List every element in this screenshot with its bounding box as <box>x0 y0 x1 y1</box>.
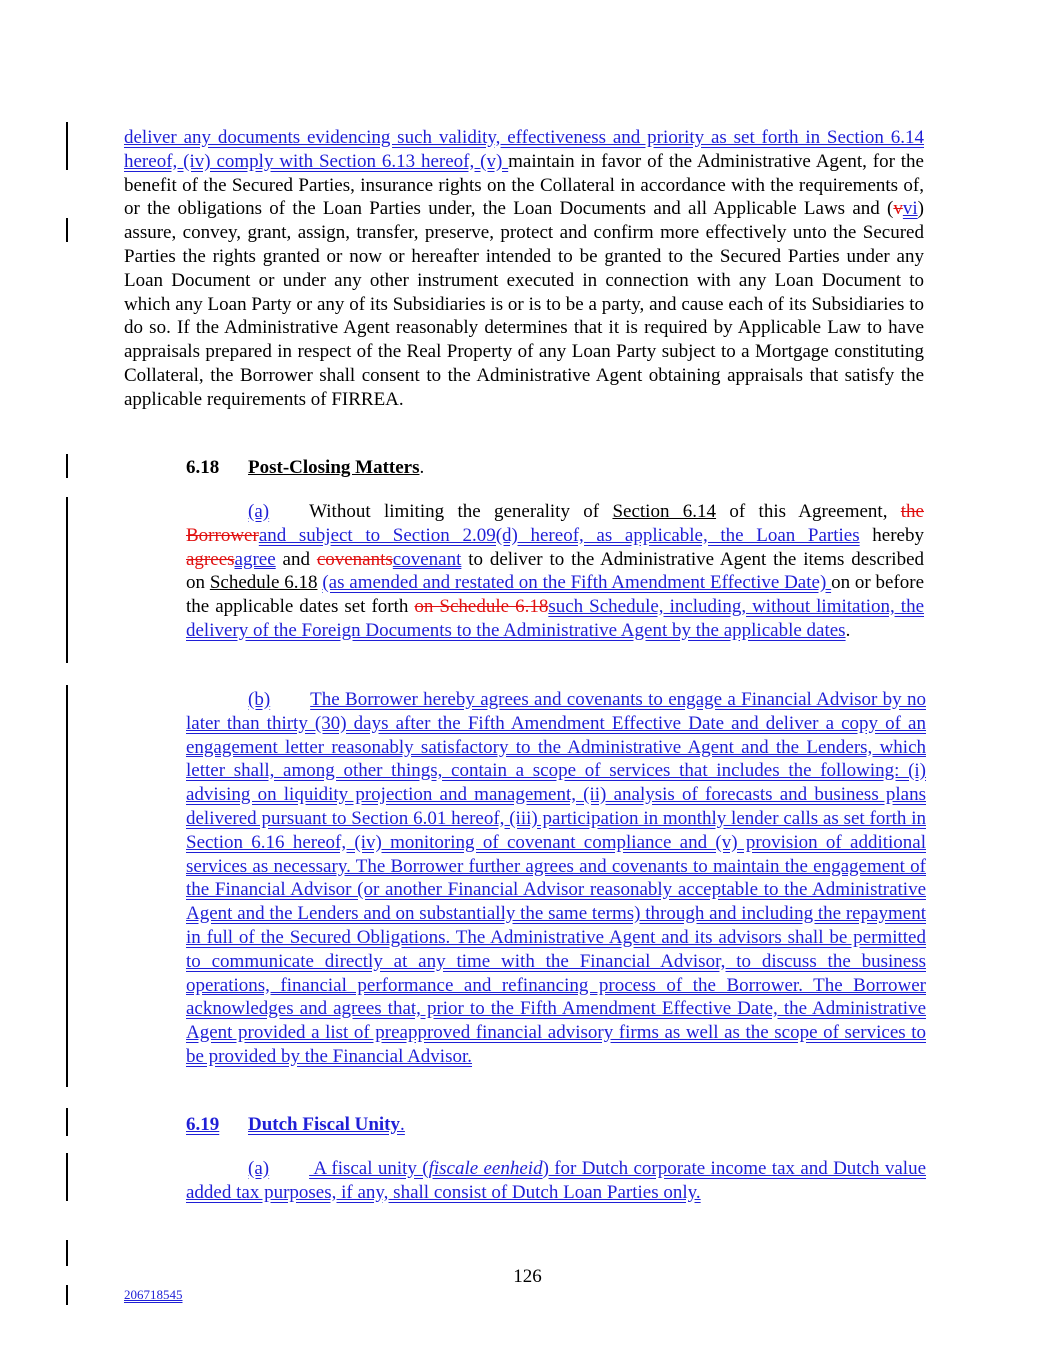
body-text: maintain in favor of the Administrative Agent, for the benefit of the Secured Parties, insurance rights on the Collateral in accordance with the requirements of, or the obligations of the Loan Parties under, the Loan Documents and all Applicable Laws and ( <box>124 150 924 220</box>
section-heading-6-19 <box>186 1113 405 1137</box>
body-text: and <box>275 548 317 570</box>
section-reference: Section 6.14 <box>612 501 717 522</box>
intro-paragraph <box>124 126 924 412</box>
body-text: on or before the applicable dates set forth <box>186 572 925 618</box>
paragraph-6-19-a <box>186 1157 926 1205</box>
change-bar <box>66 1240 68 1266</box>
change-bar <box>66 1153 68 1201</box>
inserted-text: ) for Dutch corporate income tax and Dutch value added tax purposes, if any, shall consist of Dutch Loan Parties only. <box>186 1158 926 1203</box>
change-bar <box>66 497 68 663</box>
section-number: 6.19 <box>186 1114 220 1135</box>
change-bar <box>66 1108 68 1136</box>
section-heading-6-18 <box>186 456 424 480</box>
body-text: . <box>845 619 851 641</box>
inserted-text: vi <box>902 198 918 220</box>
change-bar <box>66 218 68 242</box>
inserted-text: covenant <box>392 548 462 570</box>
inserted-text: The Borrower hereby agrees and covenants to engage a Financial Advisor by no later than thirty (30) days after the Fifth Amendment Effective Date and deliver a copy of an engagement letter reasonably satisfactory to the Administrative Agent and the Lenders, which letter shall, among other things, contain a scope of services that includes the following: (i) advising on liquidity projection and management, (ii) analysis of forecasts and business plans delivered pursuant to Section 6.01 hereof, (iii) participation in monthly lender calls as set forth in Section 6.16 hereof, (iv) monitoring of covenant compliance and (v) provision of additional services as necessary. The Borrower further agrees and covenants to maintain the engagement of the Financial Advisor (or another Financial Advisor reasonably acceptable to the Administrative Agent and the Lenders and on substantially the same terms) through and including the repayment in full of the Secured Obligations. The Administrative Agent and its advisors shall be permitted to communicate directly at any time with the Financial Advisor, to discuss the business operations, financial performance and refinancing process of the Borrower. The Borrower acknowledges and agrees that, prior to the Fifth Amendment Effective Date, the Administrative Agent provided a list of preapproved financial advisory firms as well as the scope of services to be provided by the Financial Advisor. <box>186 689 926 1067</box>
deleted-text: agrees <box>186 548 235 570</box>
section-title: Post-Closing Matters <box>248 457 420 478</box>
section-title: Dutch Fiscal Unity <box>248 1114 400 1135</box>
page-number: 126 <box>513 1266 542 1287</box>
change-bar <box>66 454 68 478</box>
deleted-text: covenants <box>316 548 393 570</box>
paragraph-6-18-a <box>186 500 924 643</box>
inserted-text: A fiscal unity ( <box>309 1158 429 1179</box>
inserted-text: such Schedule, including, without limitation, the delivery of the Foreign Documents to the Administrative Agent by the applicable dates <box>186 596 925 641</box>
inserted-text: deliver any documents evidencing such validity, effectiveness and priority as set forth in Section 6.14 hereof, (iv) comply with Section 6.13 hereof, (v) <box>124 127 924 172</box>
change-bar <box>66 122 68 170</box>
inserted-italic-text: fiscale eenheid <box>428 1158 543 1179</box>
body-text: Without limiting the generality of <box>309 501 613 522</box>
paragraph-label: (b) <box>248 689 271 710</box>
deleted-text: the Borrower <box>186 501 924 546</box>
body-text: of this Agreement, <box>716 501 901 522</box>
section-number: 6.18 <box>186 457 220 478</box>
heading-period: . <box>419 457 425 478</box>
paragraph-label: (a) <box>248 501 270 522</box>
change-bar <box>66 685 68 1087</box>
deleted-text: v <box>893 198 903 220</box>
inserted-text: (as amended and restated on the Fifth Amendment Effective Date) <box>322 572 832 594</box>
inserted-text: agree <box>234 548 276 570</box>
document-id: 206718545 <box>124 1287 183 1302</box>
paragraph-6-18-b <box>186 688 926 1069</box>
inserted-text: and subject to Section 2.09(d) hereof, as applicable, the Loan Parties <box>258 524 860 546</box>
body-text: ) assure, convey, grant, assign, transfer, preserve, protect and confirm more effectively unto the Secured Parties the rights granted or now or hereafter intended to be granted to the Secured Parties under any Loan Document or under any other instrument executed in connection with any Loan Document to which any Loan Party or any of its Subsidiaries is or is to be a party, and cause each of its Subsidiaries to do so. If the Administrative Agent reasonably determines that it is required by Applicable Law to have appraisals prepared in respect of the Real Property of any Loan Party subject to a Mortgage constituting Collateral, the Borrower shall consent to the Administrative Agent obtaining appraisals that satisfy the applicable requirements of FIRREA. <box>124 198 924 410</box>
deleted-text: on Schedule 6.18 <box>414 596 549 618</box>
heading-period: . <box>400 1114 405 1135</box>
paragraph-label: (a) <box>248 1158 270 1179</box>
body-text: to deliver to the Administrative Agent the items described on <box>186 548 925 594</box>
body-text: hereby <box>859 524 924 546</box>
schedule-reference: Schedule 6.18 <box>209 572 318 594</box>
